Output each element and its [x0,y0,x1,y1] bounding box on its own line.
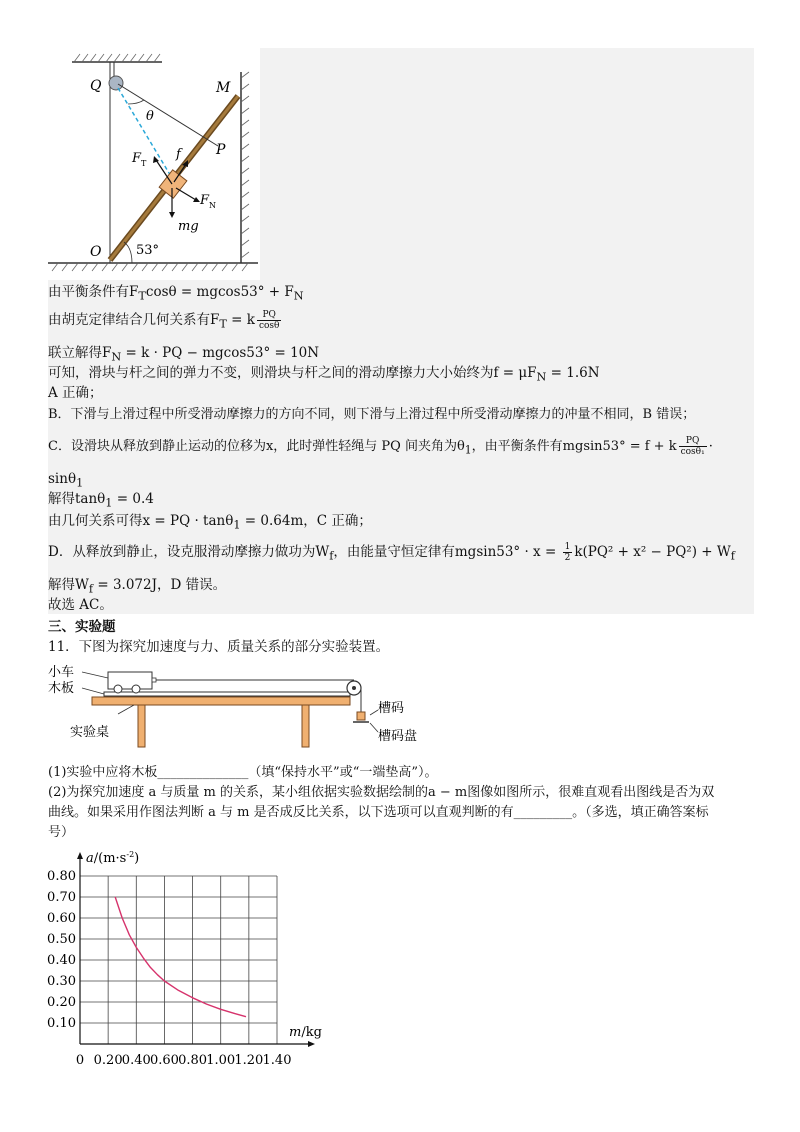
solution-line-10: 由几何关系可得x = PQ · tanθ$_1$ = 0.64m，C 正确； [48,513,372,532]
question-part-2-line-3: 号） [48,825,75,840]
label-table: 实验桌 [70,725,110,740]
label-mg: mg [178,219,199,234]
label-f: f [176,147,181,162]
label-theta: θ [146,109,154,124]
series-line-a-m [115,897,246,1017]
y-axis-label: $a/(m\cdot s^{-2})$ [86,850,140,866]
y-tick-label: 0.70 [47,890,76,905]
y-tick-label: 0.40 [47,953,76,968]
solution-line-5: A 正确； [48,385,103,401]
x-tick-label: 1.20 [234,1053,264,1068]
label-angle: 53° [136,243,160,258]
solution-line-9: 解得tanθ$_1$ = 0.4 [48,491,154,510]
x-tick-label: 0 [75,1053,85,1068]
x-tick-label: 0.60 [149,1053,179,1068]
solution-line-3: 联立解得$F_N = k$ · PQ − mgcos53° = 10N [48,345,320,364]
question-part-1: (1)实验中应将木板______________（填“保持水平”或“一端垫高”）。 [48,765,438,780]
y-tick-label: 0.60 [47,911,76,926]
label-cart: 小车 [48,665,75,680]
solution-line-4: 可知，滑块与杆之间的弹力不变，则滑块与杆之间的滑动摩擦力大小始终为$f = \mu F_N = 1.6N$ [48,365,600,384]
solution-line-1: 由平衡条件有$F_T\cos\theta = mgcos53^\circ + F_N$ [48,284,304,303]
y-tick-label: 0.80 [47,869,76,884]
x-axis-label: m/kg [289,1025,322,1040]
y-tick-label: 0.10 [47,1016,76,1031]
label-Q: Q [90,78,102,94]
x-axis-arrow [308,1041,315,1047]
solution-line-12: 解得$W_f = 3.072J$，D 错误。 [48,577,227,596]
question-part-2-line-2: 曲线。如果采用作图法判断 a 与 m 是否成反比关系，以下选项可以直观判断的有_________。（多选，填正确答案标 [48,805,709,820]
label-P: P [216,142,226,158]
x-tick-label: 0.80 [178,1053,208,1068]
label-O: O [90,244,102,260]
label-weight: 槽码 [378,701,405,716]
label-FT-sub: T [141,159,147,168]
solution-line-2: 由胡克定律结合几何关系有$F_T = k$ $\frac{PQ}{\cos\theta}$ [48,310,280,331]
figure-apparatus [48,660,448,760]
solution-line-7: C．设滑块从释放到静止运动的位移为x，此时弹性轻绳与 PQ 间夹角为$\theta_1$，由平衡条件有mgsin53° = f + k $\frac{PQ}{\text{cosθ₁}}$ · [48,436,713,457]
label-FT: F [132,151,142,166]
y-tick-label: 0.20 [47,995,76,1010]
label-board: 木板 [48,681,75,696]
figure-incline [48,48,260,280]
solution-line-11: D．从释放到静止，设克服滑动摩擦力做功为$W_f$，由能量守恒定律有mgsin53° · x = $\frac{1}{2}$ $k(PQ^2 + x^2 - PQ^2) + W_f$ [48,542,735,563]
label-FN-sub: N [209,201,216,210]
section-title: 三、实验题 [48,619,116,635]
label-FN: F [200,193,210,208]
question-part-2-line-1: (2)为探究加速度 a 与质量 m 的关系，某小组依据实验数据绘制的a − m图像如图所示，很难直观看出图线是否为双 [48,785,715,800]
x-tick-label: 0.20 [93,1053,123,1068]
x-tick-label: 1.40 [262,1053,292,1068]
y-axis-arrow [77,852,83,859]
label-tray: 槽码盘 [378,729,418,744]
x-tick-label: 0.40 [121,1053,151,1068]
y-tick-label: 0.30 [47,974,76,989]
solution-line-8: sinθ$_1$ [48,471,84,490]
solution-line-13: 故选 AC。 [48,597,113,613]
label-M: M [216,80,231,96]
x-tick-label: 1.00 [206,1053,236,1068]
solution-line-6: B．下滑与上滑过程中所受滑动摩擦力的方向不同，则下滑与上滑过程中所受滑动摩擦力的冲量不相同，B 错误； [48,407,696,422]
y-tick-label: 0.50 [47,932,76,947]
question-11-stem: 11．下图为探究加速度与力、质量关系的部分实验装置。 [48,639,390,655]
chart-a-vs-m [40,844,340,1080]
